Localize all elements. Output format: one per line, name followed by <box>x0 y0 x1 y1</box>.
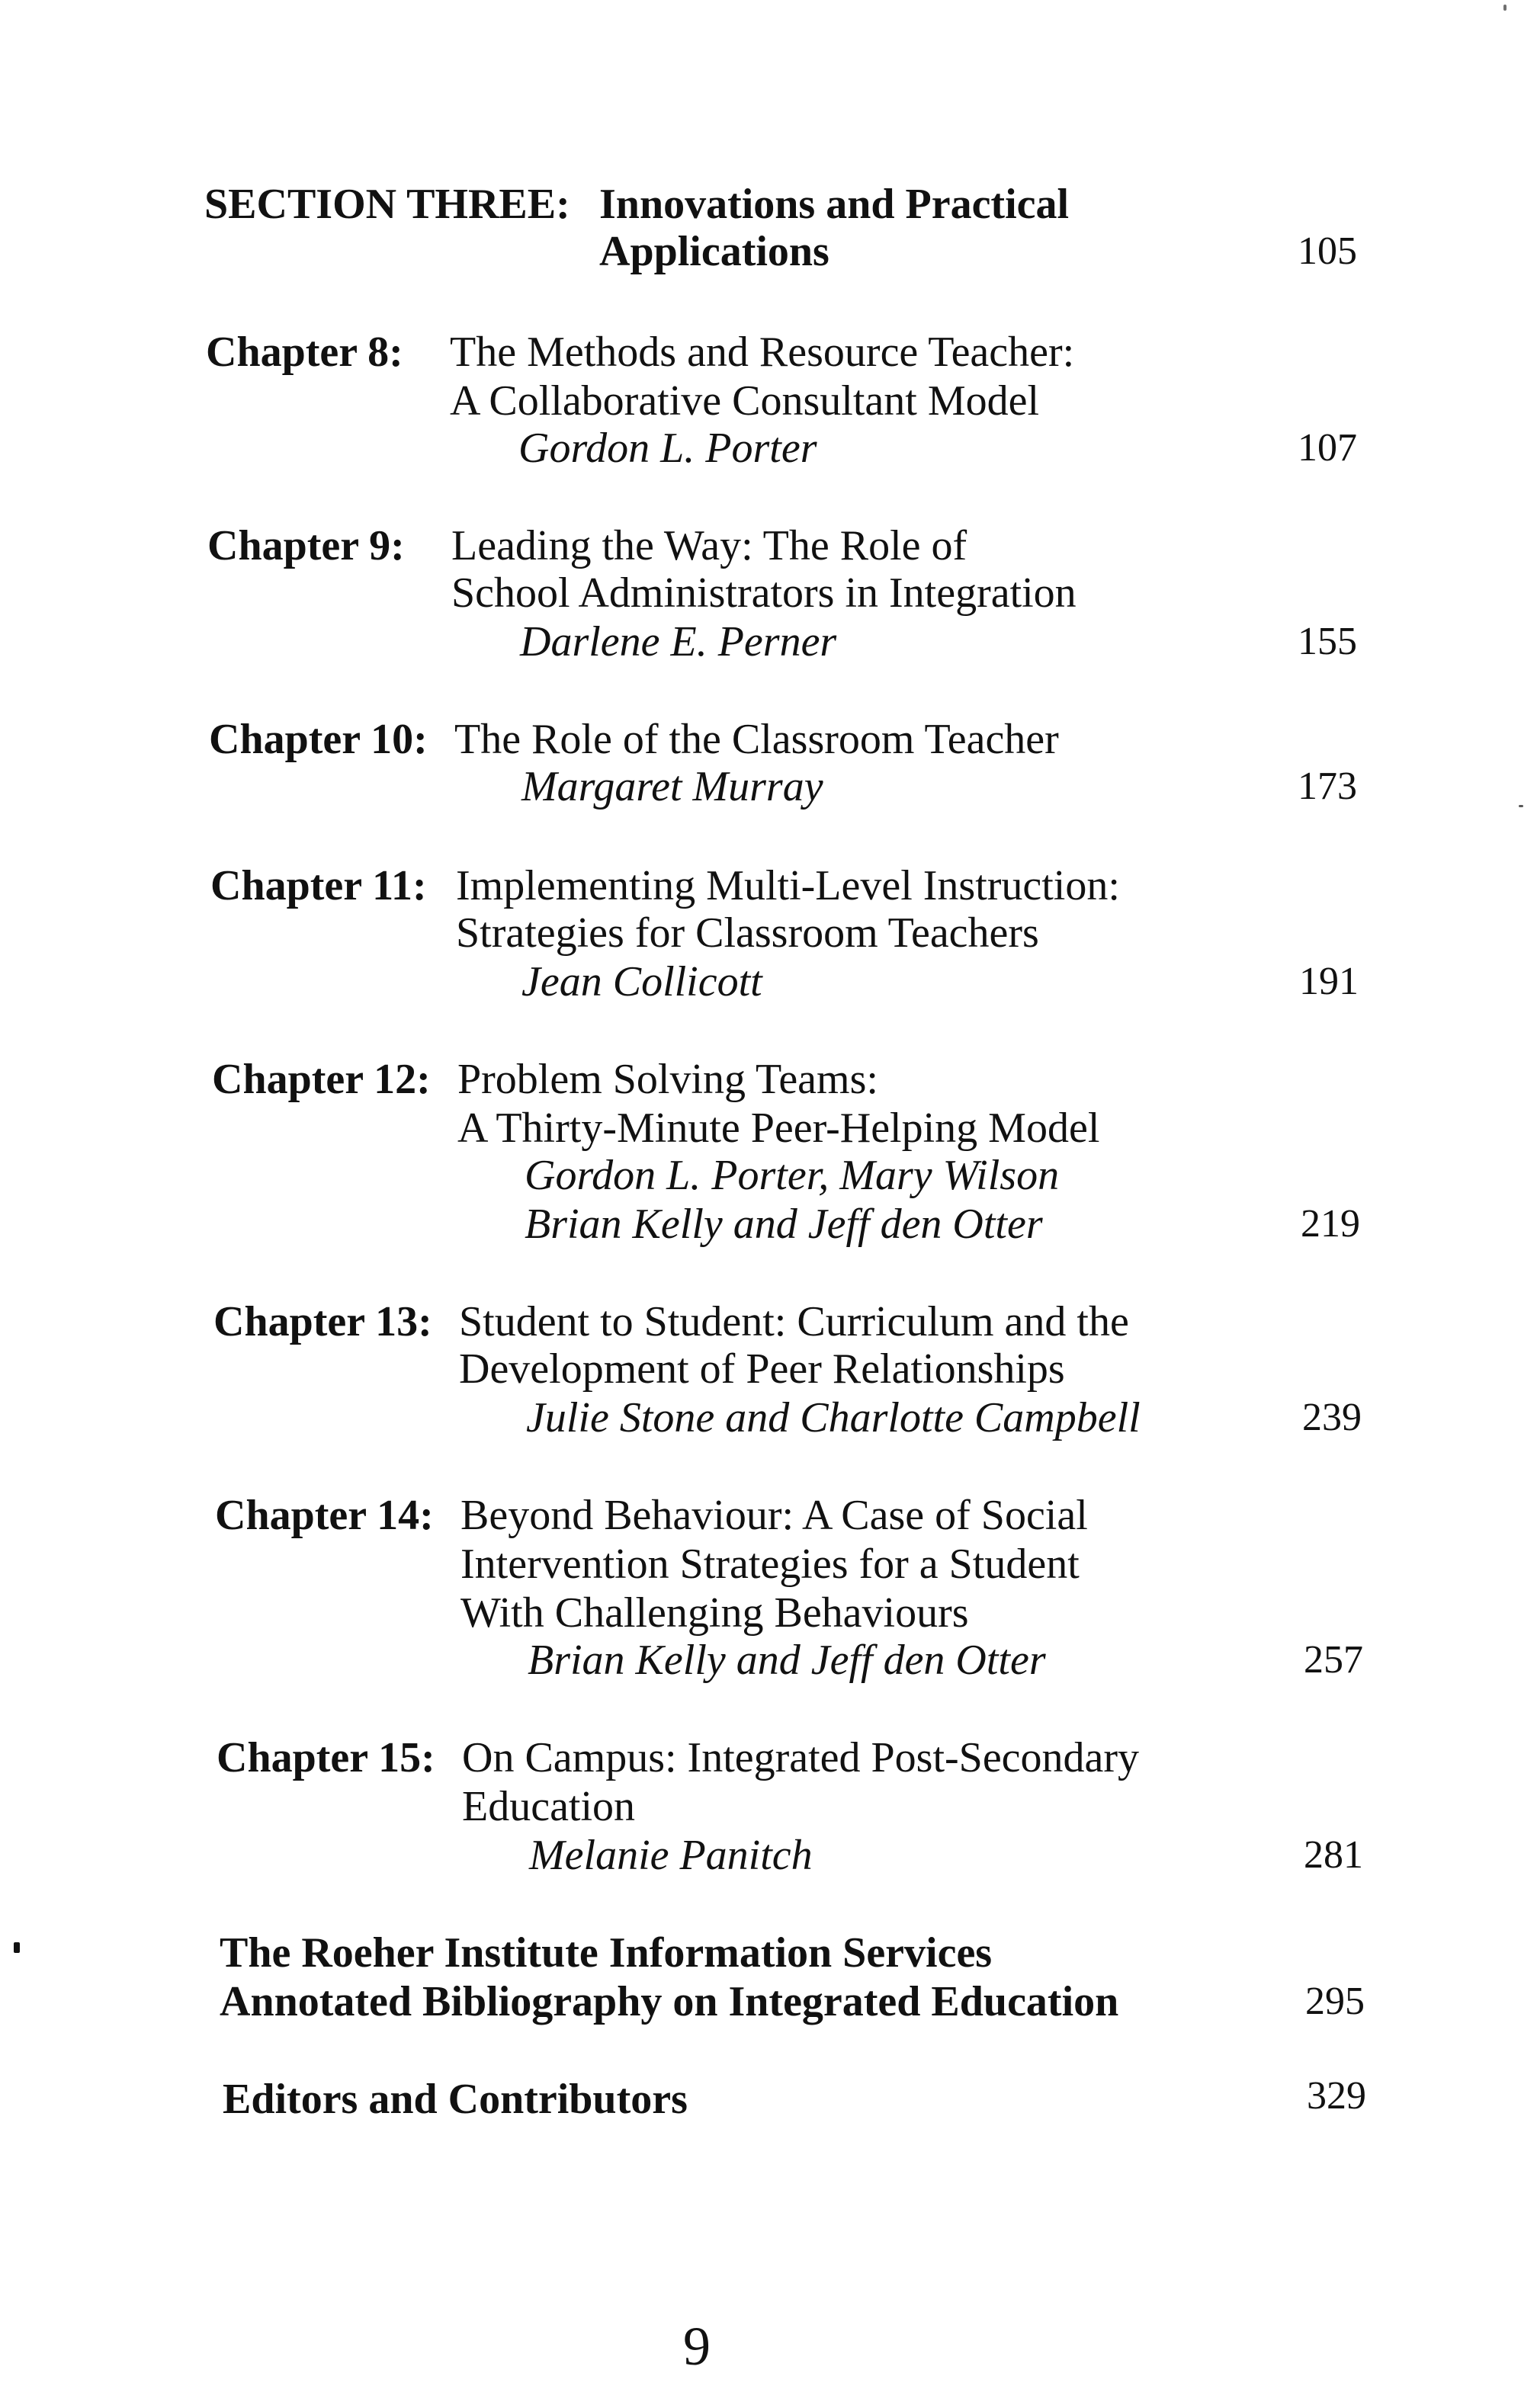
chapter-9-title-line1: Leading the Way: The Role of <box>451 522 967 569</box>
chapter-9-title-line2: School Administrators in Integration <box>451 569 1077 617</box>
chapter-14-title-line3: With Challenging Behaviours <box>460 1589 969 1637</box>
scan-speck <box>1519 805 1523 807</box>
bibliography-page-number: 295 <box>1305 1980 1365 2023</box>
chapter-13-author: Julie Stone and Charlotte Campbell <box>526 1394 1141 1441</box>
chapter-8-page-number: 107 <box>1298 426 1357 470</box>
chapter-10-author: Margaret Murray <box>521 763 823 810</box>
chapter-11-page-number: 191 <box>1299 960 1359 1003</box>
chapter-11-label: Chapter 11: <box>210 862 427 909</box>
contributors-title: Editors and Contributors <box>223 2076 688 2123</box>
chapter-12-author-line1: Gordon L. Porter, Mary Wilson <box>525 1152 1060 1199</box>
chapter-8-title-line1: The Methods and Resource Teacher: <box>450 329 1075 376</box>
chapter-14-label: Chapter 14: <box>215 1492 434 1539</box>
chapter-13-page-number: 239 <box>1302 1396 1362 1439</box>
section-label: SECTION THREE: <box>204 181 570 228</box>
chapter-12-title-line1: Problem Solving Teams: <box>457 1056 878 1103</box>
chapter-11-title-line2: Strategies for Classroom Teachers <box>456 909 1039 957</box>
chapter-9-page-number: 155 <box>1298 620 1357 663</box>
chapter-12-title-line2: A Thirty-Minute Peer-Helping Model <box>457 1105 1100 1152</box>
chapter-8-title-line2: A Collaborative Consultant Model <box>450 377 1040 425</box>
chapter-14-page-number: 257 <box>1304 1638 1363 1682</box>
scan-speck <box>1503 5 1507 11</box>
chapter-13-label: Chapter 13: <box>213 1298 432 1345</box>
chapter-12-label: Chapter 12: <box>212 1056 431 1103</box>
chapter-14-title-line1: Beyond Behaviour: A Case of Social <box>460 1492 1088 1539</box>
chapter-12-author-line2: Brian Kelly and Jeff den Otter <box>525 1201 1043 1248</box>
section-title-line1: Innovations and Practical <box>599 181 1070 228</box>
chapter-8-author: Gordon L. Porter <box>518 425 817 472</box>
chapter-8-label: Chapter 8: <box>206 329 403 376</box>
chapter-15-author: Melanie Panitch <box>529 1832 813 1879</box>
chapter-15-title-line1: On Campus: Integrated Post-Secondary <box>462 1734 1140 1781</box>
chapter-12-page-number: 219 <box>1301 1202 1360 1246</box>
bibliography-line2: Annotated Bibliography on Integrated Education <box>220 1978 1119 2025</box>
chapter-15-page-number: 281 <box>1304 1833 1363 1877</box>
chapter-9-label: Chapter 9: <box>207 522 405 569</box>
chapter-14-author: Brian Kelly and Jeff den Otter <box>528 1637 1046 1684</box>
chapter-9-author: Darlene E. Perner <box>520 618 837 665</box>
chapter-10-title-line1: The Role of the Classroom Teacher <box>454 716 1059 763</box>
section-page-number: 105 <box>1298 229 1357 273</box>
chapter-13-title-line1: Student to Student: Curriculum and the <box>459 1298 1129 1345</box>
chapter-10-page-number: 173 <box>1298 765 1357 808</box>
scan-speck <box>14 1942 20 1953</box>
chapter-10-label: Chapter 10: <box>209 716 428 763</box>
contributors-page-number: 329 <box>1307 2074 1366 2118</box>
chapter-13-title-line2: Development of Peer Relationships <box>459 1345 1065 1393</box>
page-number: 9 <box>683 2316 711 2377</box>
section-title-line2: Applications <box>599 228 829 275</box>
chapter-11-author: Jean Collicott <box>521 958 762 1005</box>
chapter-15-title-line2: Education <box>462 1783 636 1830</box>
bibliography-line1: The Roeher Institute Information Services <box>220 1929 993 1977</box>
chapter-15-label: Chapter 15: <box>217 1734 435 1781</box>
chapter-11-title-line1: Implementing Multi-Level Instruction: <box>456 862 1120 909</box>
chapter-14-title-line2: Intervention Strategies for a Student <box>460 1541 1080 1588</box>
